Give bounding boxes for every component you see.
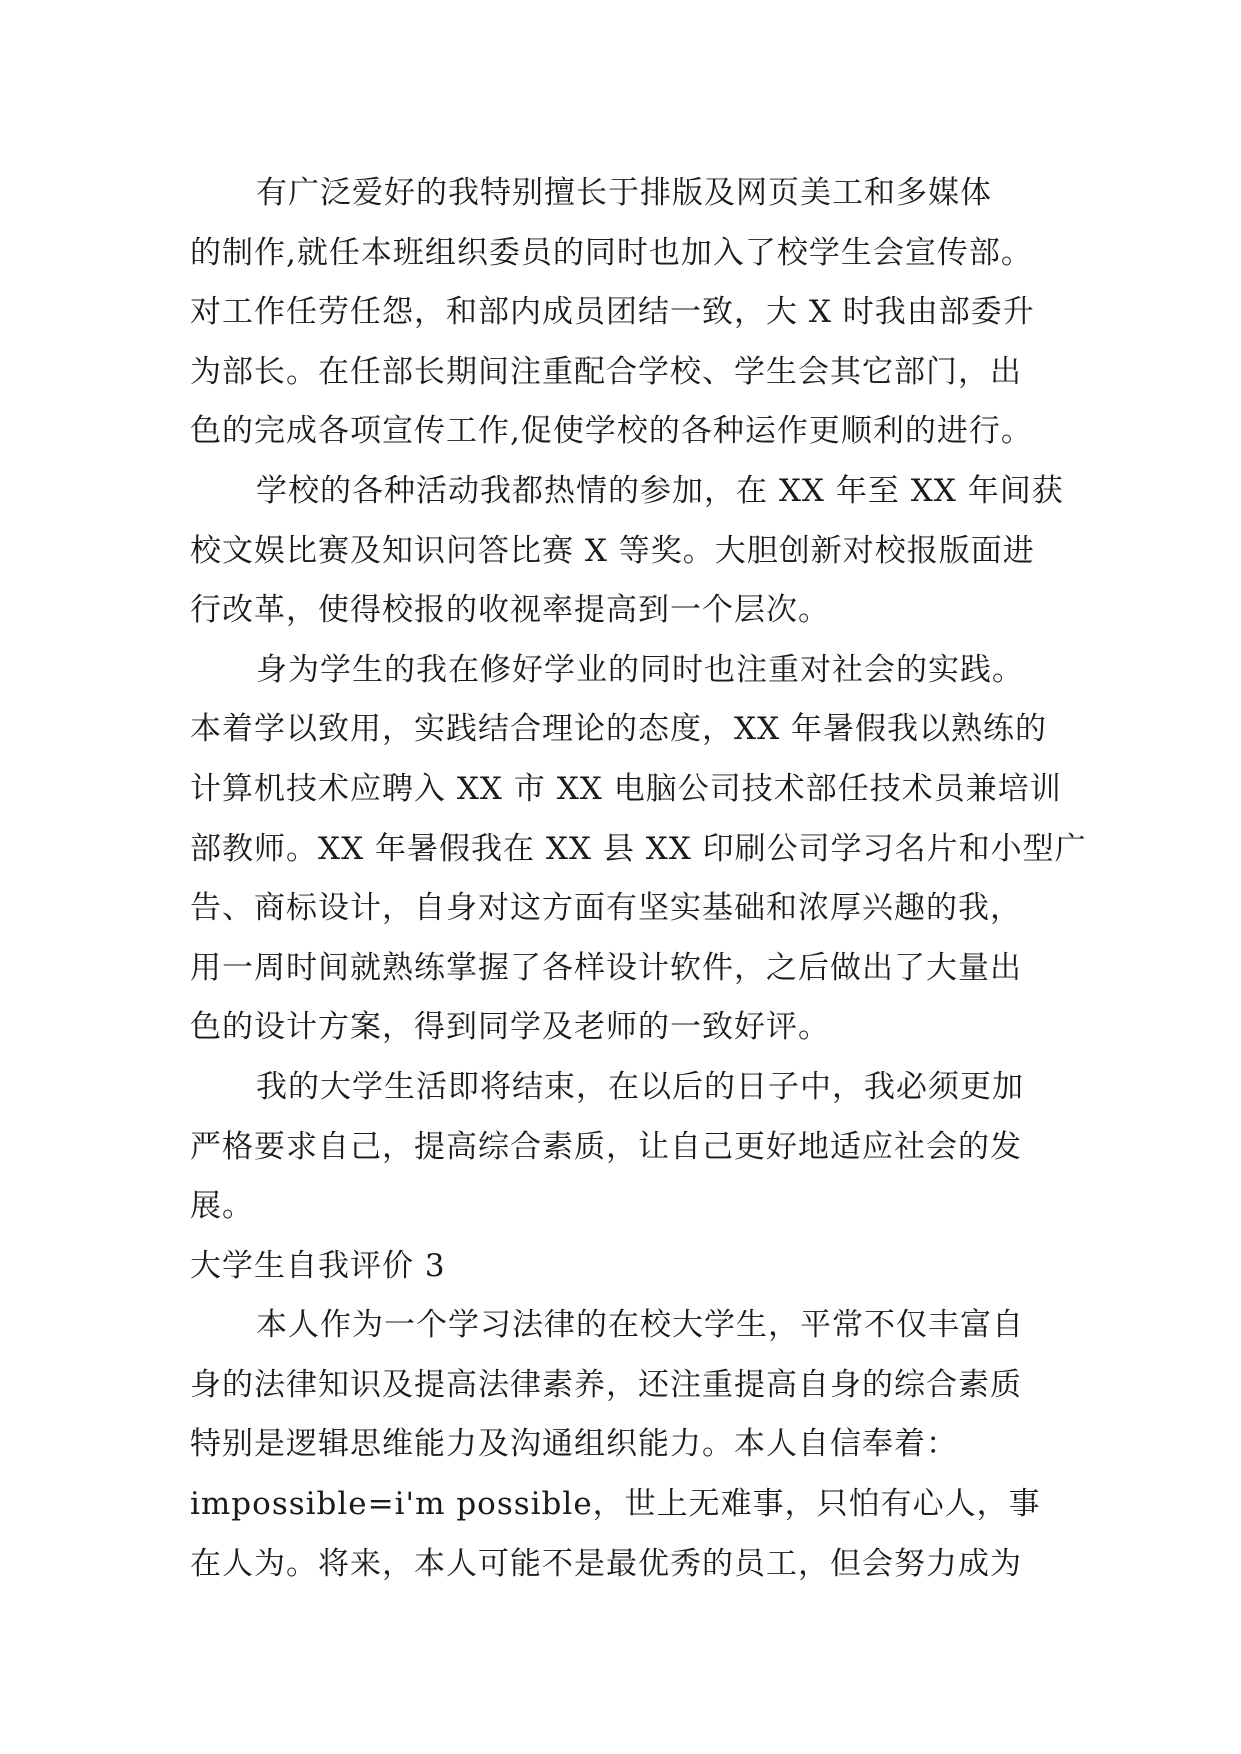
text-line: 色的设计方案，得到同学及老师的一致好评。 xyxy=(190,1009,830,1046)
text-line: 展。 xyxy=(190,1188,254,1225)
text-line: 行改革，使得校报的收视率提高到一个层次。 xyxy=(190,592,830,629)
text-line: 校文娱比赛及知识问答比赛 X 等奖。大胆创新对校报版面进 xyxy=(190,532,1035,569)
text-line: 本着学以致用，实践结合理论的态度，XX 年暑假我以熟练的 xyxy=(190,711,1047,748)
text-line: 身为学生的我在修好学业的同时也注重对社会的实践。 xyxy=(256,651,1024,688)
text-line: 特别是逻辑思维能力及沟通组织能力。本人自信奉着： xyxy=(190,1426,958,1463)
text-line: 计算机技术应聘入 XX 市 XX 电脑公司技术部任技术员兼培训 xyxy=(190,770,1062,807)
text-line: 有广泛爱好的我特别擅长于排版及网页美工和多媒体 xyxy=(256,175,992,211)
text-line: 部教师。XX 年暑假我在 XX 县 XX 印刷公司学习名片和小型广 xyxy=(190,830,1087,867)
text-line: 对工作任劳任怨，和部内成员团结一致，大 X 时我由部委升 xyxy=(190,294,1035,331)
text-line: 在人为。将来，本人可能不是最优秀的员工，但会努力成为 xyxy=(190,1545,1022,1582)
text-line: 为部长。在任部长期间注重配合学校、学生会其它部门，出 xyxy=(190,353,1022,390)
text-line: 身的法律知识及提高法律素养，还注重提高自身的综合素质 xyxy=(190,1366,1022,1403)
text-line: 学校的各种活动我都热情的参加，在 XX 年至 XX 年间获 xyxy=(256,472,1064,509)
text-line: 的制作,就任本班组织委员的同时也加入了校学生会宣传部。 xyxy=(190,234,1033,271)
text-line: 告、商标设计，自身对这方面有坚实基础和浓厚兴趣的我， xyxy=(190,890,1022,927)
text-line: 我的大学生活即将结束，在以后的日子中，我必须更加 xyxy=(256,1068,1024,1105)
text-line: 色的完成各项宣传工作,促使学校的各种运作更顺利的进行。 xyxy=(190,413,1033,450)
section-heading: 大学生自我评价 3 xyxy=(190,1247,446,1284)
document-body xyxy=(190,164,1087,1594)
text-line: 严格要求自己，提高综合素质，让自己更好地适应社会的发 xyxy=(190,1128,1022,1165)
text-line: impossible=i'm possible，世上无难事，只怕有心人，事 xyxy=(190,1486,1041,1523)
text-line: 用一周时间就熟练掌握了各样设计软件，之后做出了大量出 xyxy=(190,949,1022,986)
text-line: 本人作为一个学习法律的在校大学生，平常不仅丰富自 xyxy=(256,1307,1024,1344)
